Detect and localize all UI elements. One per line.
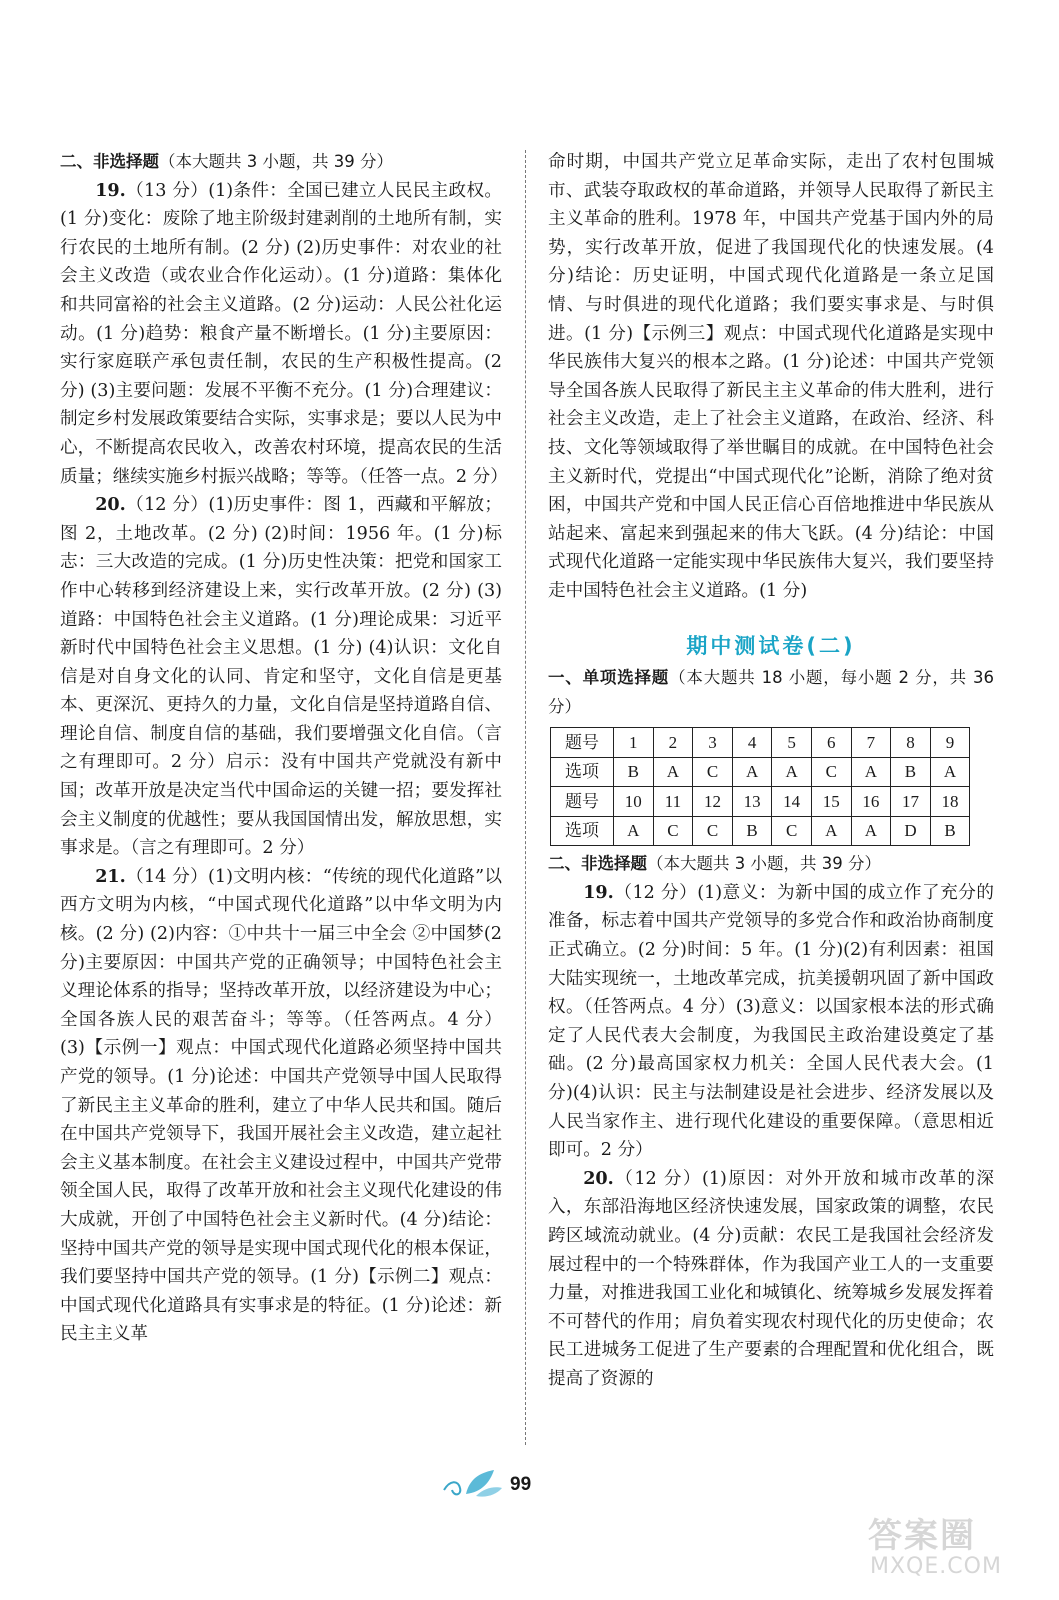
table-cell: 1 [614, 728, 654, 758]
right-q19-answer: 19.（12 分）(1)意义：为新中国的成立作了充分的准备，标志着中国共产党领导的多党合作和政治协商制度正式确立。(2 分)时间：5 年。(1 分)(2)有利因素：祖国大陆实现统一，土地改革完成，抗美援朝巩固了新中国政权。（任答两点。4 分）(3)意义：以国家根本法的形式确定了人民代表大会制度，为我国民主政治建设奠定了基础。(2 分)最高国家权力机关：全国人民代表大会。(1 分)(4)认识：民主与法制建设是社会进步、经济发展以及人民当家作主、进行现代化建设的重要保障。（意思相近即可。2 分） [548, 881, 994, 1161]
table-row [551, 787, 970, 817]
table-cell: C [693, 816, 733, 846]
page-number: 99 [510, 1474, 532, 1495]
watermark-text: 答案圈 [868, 1516, 976, 1556]
table-cell: 题号 [551, 787, 614, 817]
table-cell: A [851, 757, 891, 787]
table-cell: A [930, 757, 970, 787]
table-cell: 13 [732, 787, 772, 817]
table-cell: 题号 [551, 728, 614, 758]
table-cell: C [653, 816, 693, 846]
table-cell: C [693, 757, 733, 787]
table-cell: C [772, 816, 812, 846]
right-section1-heading: 一、单项选择题（本大题共 18 小题，每小题 2 分，共 36 分） [548, 668, 995, 716]
table-cell: 16 [851, 787, 891, 817]
table-row [551, 728, 970, 758]
table-cell: 4 [732, 728, 772, 758]
table-cell: B [891, 757, 931, 787]
right-column [548, 148, 994, 1394]
right-q20-answer: 20.（12 分）(1)原因：对外开放和城市改革的深入，东部沿海地区经济快速发展，国家政策的调整，农民跨区域流动就业。(4 分)贡献：农民工是我国社会经济发展过程中的一个特殊群体，作为我国产业工人的一支重要力量，对推进我国工业化和城镇化、统筹城乡发展发挥着不可替代的作用；肩负着实现农村现代化的历史使命；农民工进城务工促进了生产要素的合理配置和优化组合，既提高了资源的 [548, 1167, 994, 1389]
left-q19-answer: 19.（13 分）(1)条件：全国已建立人民民主政权。(1 分)变化：废除了地主阶级封建剥削的土地所有制，实行农民的土地所有制。(2 分) (2)历史事件：对农业的社会主义改造（或农业合作化运动）。(1 分)道路：集体化和共同富裕的社会主义道路。(2 分)运动：人民公社化运动。(1 分)趋势：粮食产量不断增长。(1 分)主要原因：实行家庭联产承包责任制，农民的生产积极性提高。(2 分) (3)主要问题：发展不平衡不充分。(1 分)合理建议：制定乡村发展政策要结合实际，实事求是；要以人民为中心，不断提高农民收入，改善农村环境，提高农民的生活质量；继续实施乡村振兴战略；等等。（任答一点。2 分） [60, 179, 508, 487]
table-cell: 2 [653, 728, 693, 758]
left-q21-answer: 21.（14 分）(1)文明内核：“传统的现代化道路”以西方文明为内核，“中国式现代化道路”以中华文明为内核。(2 分) (2)内容：①中共十一届三中全会 ②中国梦(2 分)主要原因：中国共产党的正确领导；中国特色社会主义理论体系的指导；坚持改革开放，以经济建设为中心；全国各族人民的艰苦奋斗；等等。（任答两点。4 分） (3)【示例一】观点：中国式现代化道路必须坚持中国共产党的领导。(1 分)论述：中国共产党领导中国人民取得了新民主主义革命的胜利，建立了中华人民共和国。随后在中国共产党领导下，我国开展社会主义改造，建立起社会主义基本制度。在社会主义建设过程中，中国共产党带领全国人民，取得了改革开放和社会主义现代化建设的伟大成就，开创了中国特色社会主义新时代。(4 分)结论：坚持中国共产党的领导是实现中国式现代化的根本保证，我们要坚持中国共产党的领导。(1 分)【示例二】观点：中国式现代化道路具有实事求是的特征。(1 分)论述：新民主主义革 [60, 865, 502, 1345]
exam-title: 期中测试卷(二) [686, 633, 856, 658]
table-cell: 11 [653, 787, 693, 817]
table-cell: 6 [811, 728, 851, 758]
table-cell: 3 [693, 728, 733, 758]
right-continued-answer: 命时期，中国共产党立足革命实际，走出了农村包围城市、武装夺取政权的革命道路，并领导人民取得了新民主主义革命的胜利。1978 年，中国共产党基于国内外的局势，实行改革开放，促进了我国现代化的快速发展。(4 分)结论：历史证明，中国式现代化道路是一条立足国情、与时俱进的现代化道路；我们要实事求是、与时俱进。(1 分)【示例三】观点：中国式现代化道路是实现中华民族伟大复兴的根本之路。(1 分)论述：中国共产党领导全国各族人民取得了新民主主义革命的伟大胜利，进行社会主义改造，走上了社会主义道路，在政治、经济、科技、文化等领域取得了举世瞩目的成就。在中国特色社会主义新时代，党提出“中国式现代化”论断，消除了绝对贫困，中国共产党和中国人民正信心百倍地推进中华民族从站起来、富起来到强起来的伟大飞跃。(4 分)结论：中国式现代化道路一定能实现中华民族伟大复兴，我们要坚持走中国特色社会主义道路。(1 分) [548, 152, 994, 601]
column-divider [525, 150, 526, 1445]
table-cell: A [811, 816, 851, 846]
table-cell: 14 [772, 787, 812, 817]
left-q20-answer: 20.（12 分）(1)历史事件：图 1，西藏和平解放；图 2，土地改革。(2 分) (2)时间：1956 年。(1 分)标志：三大改造的完成。(1 分)历史性决策：把党和国家工作中心转移到经济建设上来，实行改革开放。(2 分) (3)道路：中国特色社会主义道路。(1 分)理论成果：习近平新时代中国特色社会主义思想。(1 分) (4)认识：文化自信是对自身文化的认同、肯定和坚守，文化自信是更基本、更深沉、更持久的力量，文化自信是坚持道路自信、理论自信、制度自信的基础，我们要增强文化自信。（言之有理即可。2 分）启示：没有中国共产党就没有新中国；改革开放是决定当代中国命运的关键一招；要发挥社会主义制度的优越性；要从我国国情出发，解放思想，实事求是。（言之有理即可。2 分） [60, 494, 502, 859]
table-cell: A [614, 816, 654, 846]
table-cell: 10 [614, 787, 654, 817]
wave-leaf-ornament-icon [440, 1468, 506, 1502]
table-cell: 18 [930, 787, 970, 817]
right-section2-heading: 二、非选择题（本大题共 3 小题，共 39 分） [548, 854, 881, 874]
table-cell: C [811, 757, 851, 787]
table-cell: A [772, 757, 812, 787]
table-cell: 8 [891, 728, 931, 758]
table-cell: A [653, 757, 693, 787]
answer-table [550, 727, 970, 846]
table-cell: 7 [851, 728, 891, 758]
table-cell: B [732, 816, 772, 846]
table-row [551, 757, 970, 787]
table-cell: 5 [772, 728, 812, 758]
table-cell: 选项 [551, 816, 614, 846]
table-cell: B [614, 757, 654, 787]
table-cell: 选项 [551, 757, 614, 787]
watermark-url: MXQE.COM [870, 1554, 1002, 1579]
left-column [60, 148, 508, 1349]
table-row [551, 816, 970, 846]
table-cell: 9 [930, 728, 970, 758]
table-cell: 17 [891, 787, 931, 817]
table-cell: 15 [811, 787, 851, 817]
table-cell: A [851, 816, 891, 846]
left-section2-heading: 二、非选择题（本大题共 3 小题，共 39 分） [60, 152, 393, 171]
table-cell: B [930, 816, 970, 846]
table-cell: D [891, 816, 931, 846]
table-cell: A [732, 757, 772, 787]
table-cell: 12 [693, 787, 733, 817]
watermark-logo [858, 1508, 1048, 1588]
